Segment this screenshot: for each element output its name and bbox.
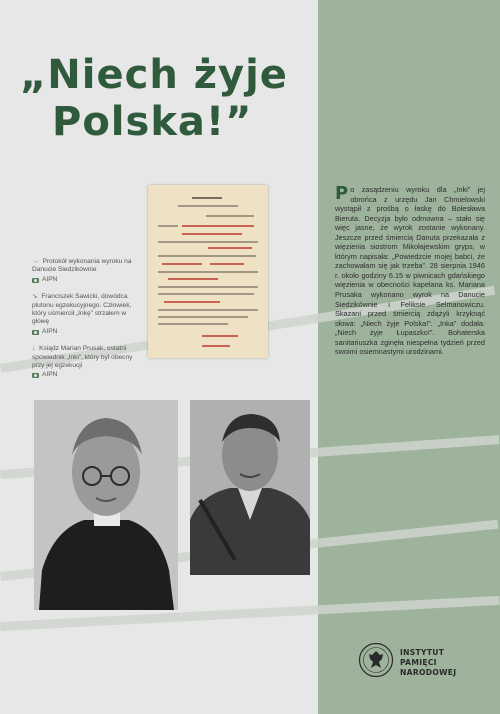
photo-franciszek-sawicki (190, 400, 310, 575)
handwritten-line (210, 263, 244, 265)
arrow-down-right-icon: ↘ (32, 293, 38, 301)
drop-cap: P (335, 183, 349, 204)
logo-line-1: INSTYTUT (400, 648, 445, 657)
handwritten-line (182, 225, 254, 227)
title-line-1: „Niech żyje (20, 52, 288, 98)
camera-icon (32, 330, 39, 335)
arrow-down-icon: ↓ (32, 345, 36, 353)
caption-text: Protokół wykonania wyroku na Danucie Siedzikównie (32, 258, 132, 274)
caption-prusak (32, 345, 140, 380)
source-label: AIPN (42, 371, 58, 379)
handwritten-line (162, 263, 202, 265)
camera-icon (32, 373, 39, 378)
document-line (158, 309, 258, 311)
execution-protocol-document (148, 185, 268, 358)
photo-priest-marian-prusak (34, 400, 178, 610)
photo-captions (32, 258, 140, 389)
document-line (158, 323, 228, 325)
document-line (158, 225, 178, 227)
document-line (158, 316, 248, 318)
document-line (158, 286, 258, 288)
handwritten-line (208, 247, 252, 249)
logo-line-3: NARODOWEJ (400, 668, 457, 677)
document-line (158, 255, 256, 257)
main-text (335, 185, 485, 357)
caption-sawicki (32, 293, 140, 336)
caption-protocol (32, 258, 140, 284)
title-line-2: Polska!” (52, 99, 253, 145)
source-label: AIPN (42, 327, 58, 335)
document-line (206, 215, 254, 217)
logo-line-2: PAMIĘCI (400, 658, 437, 667)
portrait-officer (190, 400, 310, 575)
handwritten-line (168, 278, 218, 280)
source-label: AIPN (42, 275, 58, 283)
ipn-logo-text (400, 648, 456, 678)
caption-source (32, 276, 140, 284)
signature (202, 345, 230, 347)
signature (202, 335, 238, 337)
camera-icon (32, 278, 39, 283)
document-line (158, 271, 258, 273)
arrow-right-icon: → (32, 258, 39, 265)
page-title (20, 52, 350, 146)
handwritten-line (164, 301, 220, 303)
main-text-body: o zasądzeniu wyroku dla „Inki” jej obrońca z urzędu Jan Chmielowski wystąpił z prośbą o łaskę do Bolesława Bieruta. Decyzja było odmowna – stało się więc jasne, że wyrok zostanie wykonany. Jeszcze przed śmiercią Danuta przekazała z więzienia siostrom Mikołajewskim gryps, w którym napisała: „Powiedzcie mojej babci, że zachowałam się jak trzeba”. 28 sierpnia 1946 r. około godziny 6.15 w piwnicach gdańskiego więzienia w obecności kapelana ks. Mariana Prusaka wykonano wyrok na Danucie Siedzikównie i Feliksie Selmanowiczu. Skazani przed śmiercią zdążyli krzyknąć słowa: „Niech żyje Polska!”. „Inka” dodała: „Niech żyje Łupaszko!”. Bohaterska sanitariuszka zginęła niespełna tydzień przed swoimi osiemnastymi urodzinami. (335, 185, 485, 357)
portrait-priest (34, 400, 178, 610)
document-line (178, 205, 238, 207)
caption-text: Ksiądz Marian Prusak, ostatni spowiednik „Inki”, który był obecny przy jej egzekucji (32, 345, 133, 370)
caption-text: Franciszek Sawicki, dowódca plutonu egzekucyjnego. Człowiek, który uśmiercił „Inkę” strzałem w głowę (32, 293, 132, 326)
caption-source (32, 328, 140, 336)
ipn-logo-emblem-icon (358, 642, 394, 678)
caption-source (32, 371, 140, 379)
document-heading-line (192, 197, 222, 199)
document-line (158, 293, 254, 295)
handwritten-line (182, 233, 242, 235)
document-line (158, 241, 258, 243)
